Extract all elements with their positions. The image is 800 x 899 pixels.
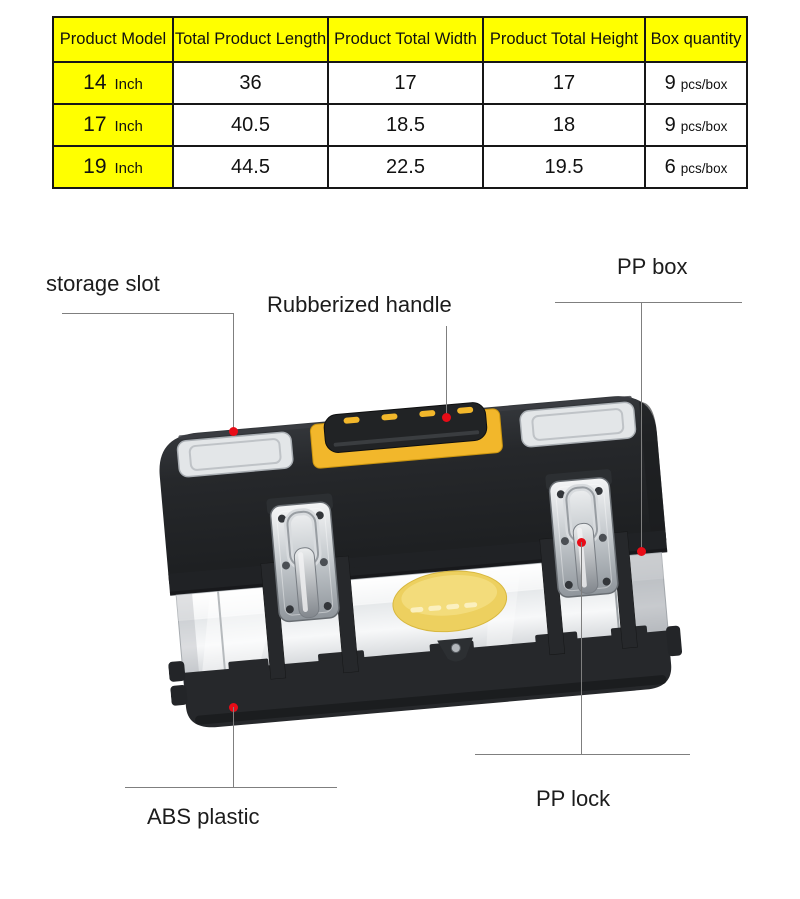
qty-unit: pcs/box xyxy=(680,76,728,92)
callout-label-rubberized-handle: Rubberized handle xyxy=(267,292,452,317)
height-cell: 19.5 xyxy=(483,146,645,188)
qty-value: 6 xyxy=(664,155,676,178)
leader-line xyxy=(233,313,234,431)
callout-label-storage-slot: storage slot xyxy=(46,271,160,296)
col-header-total-height: Product Total Height xyxy=(483,17,645,62)
col-header-total-width: Product Total Width xyxy=(328,17,483,62)
model-unit: Inch xyxy=(114,160,143,177)
leader-line xyxy=(555,302,742,303)
leader-line xyxy=(446,326,447,417)
height-cell: 17 xyxy=(483,62,645,104)
red-dot-marker xyxy=(637,547,646,556)
leader-line xyxy=(475,754,690,755)
width-cell: 18.5 xyxy=(328,104,483,146)
leader-line xyxy=(641,302,642,551)
qty-value: 9 xyxy=(664,71,676,94)
qty-value: 9 xyxy=(664,113,676,136)
leader-line xyxy=(125,787,337,788)
callout-label-abs-plastic: ABS plastic xyxy=(147,804,260,829)
width-cell: 22.5 xyxy=(328,146,483,188)
width-cell: 17 xyxy=(328,62,483,104)
model-unit: Inch xyxy=(114,76,143,93)
leader-line xyxy=(581,542,582,754)
model-unit: Inch xyxy=(114,118,143,135)
callout-label-pp-box: PP box xyxy=(617,254,688,279)
model-value: 14 xyxy=(83,71,107,94)
col-header-box-quantity: Box quantity xyxy=(645,17,747,62)
model-value: 19 xyxy=(83,155,107,178)
col-header-product-model: Product Model xyxy=(53,17,173,62)
qty-unit: pcs/box xyxy=(680,160,728,176)
callout-label-pp-lock: PP lock xyxy=(536,786,611,811)
red-dot-marker xyxy=(229,427,238,436)
length-cell: 36 xyxy=(173,62,328,104)
length-cell: 40.5 xyxy=(173,104,328,146)
qty-unit: pcs/box xyxy=(680,118,728,134)
length-cell: 44.5 xyxy=(173,146,328,188)
red-dot-marker xyxy=(442,413,451,422)
leader-line xyxy=(62,313,233,314)
leader-line xyxy=(233,707,234,787)
height-cell: 18 xyxy=(483,104,645,146)
model-value: 17 xyxy=(83,113,107,136)
col-header-total-length: Total Product Length xyxy=(173,17,328,62)
